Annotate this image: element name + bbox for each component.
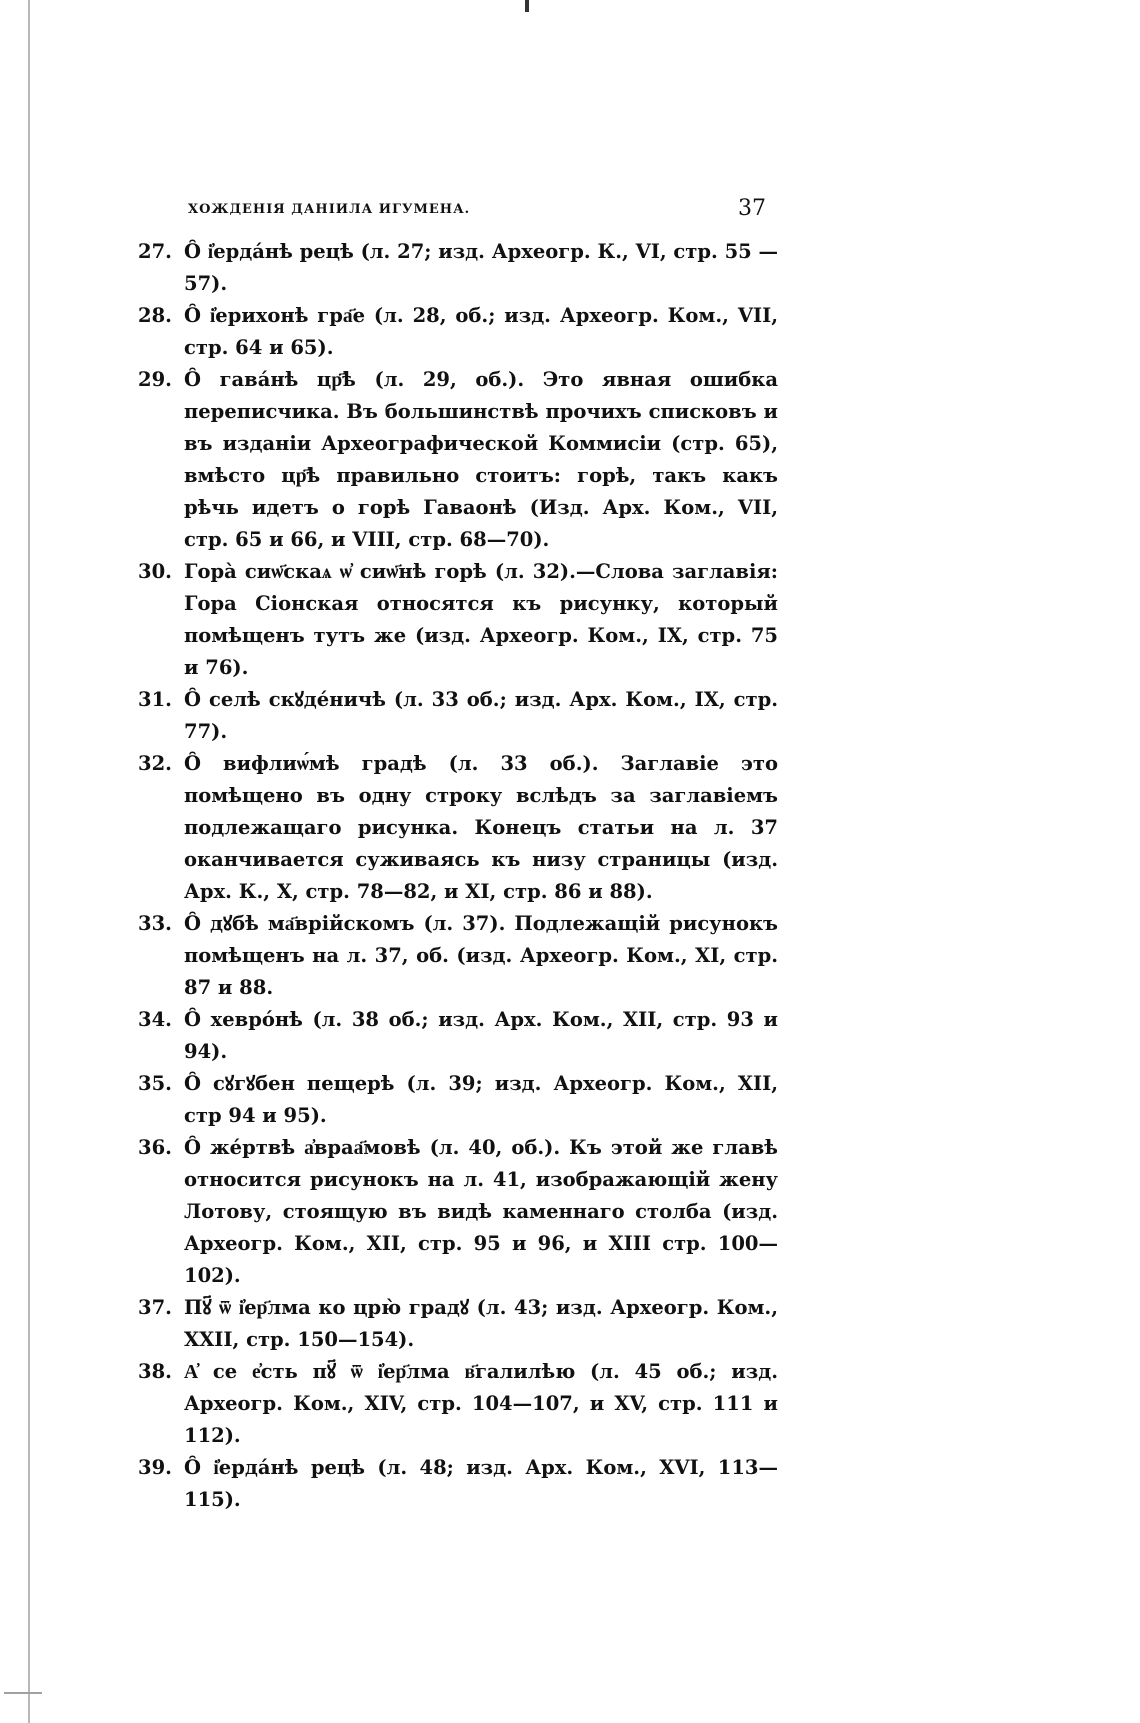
entry-32	[138, 748, 778, 908]
entry-38	[138, 1356, 778, 1452]
top-ink-mark	[525, 0, 529, 12]
entry-number: 32.	[138, 752, 172, 775]
entry-34	[138, 1004, 778, 1068]
entry-text: О̑ селѣ скꙋде́ничѣ (л. 33 об.; изд. Арх. Ком., IX, стр. 77).	[184, 688, 778, 743]
entry-37	[138, 1292, 778, 1356]
entry-text: О̑ і҆ерихонѣ гра҃е (л. 28, об.; изд. Археогр. Ком., VII, стр. 64 и 65).	[184, 304, 778, 359]
entry-number: 30.	[138, 560, 172, 583]
entry-31	[138, 684, 778, 748]
running-head	[188, 196, 766, 226]
entry-text: О̑ же́ртвѣ а҆враа҃мовѣ (л. 40, об.). Къ этой же главѣ относится рисунокъ на л. 41, изображающій жену Лотову, стоящую въ видѣ каменнаго столба (изд. Археогр. Ком., XII, стр. 95 и 96, и XIII стр. 100—102).	[184, 1136, 778, 1287]
entry-number: 39.	[138, 1456, 172, 1479]
entry-number: 34.	[138, 1008, 172, 1031]
entry-text: О̑ сꙋгꙋбен пещерѣ (л. 39; изд. Археогр. Ком., XII, стр 94 и 95).	[184, 1072, 778, 1127]
entry-33	[138, 908, 778, 1004]
entry-text: О̑ дꙋбѣ ма҃врійскомъ (л. 37). Подлежащій рисунокъ помѣщенъ на л. 37, об. (изд. Археогр. Ком., XI, стр. 87 и 88.	[184, 912, 778, 999]
entry-text: О̑ гава́нѣ цр҃ѣ (л. 29, об.). Это явная ошибка переписчика. Въ большинствѣ прочихъ списковъ и въ изданіи Археографической Коммисіи (стр. 65), вмѣсто цр҃ѣ правильно стоитъ: горѣ, такъ какъ рѣчь идетъ о горѣ Гаваонѣ (Изд. Арх. Ком., VII, стр. 65 и 66, и VIII, стр. 68—70).	[184, 368, 778, 551]
scan-edge-left	[28, 0, 30, 1723]
entry-number: 29.	[138, 368, 172, 391]
entry-text: О̑ і҆ерда́нѣ рецѣ (л. 27; изд. Археогр. К., VI, стр. 55 —57).	[184, 240, 778, 295]
entry-list	[138, 236, 778, 1516]
entry-number: 35.	[138, 1072, 172, 1095]
entry-text: О̑ хеврóнѣ (л. 38 об.; изд. Арх. Ком., XII, стр. 93 и 94).	[184, 1008, 778, 1063]
entry-36	[138, 1132, 778, 1292]
entry-text: А҆ се е҆сть пꙋ҃ ѿ і҆ер҃лма в҃галилѣю (л. 45 об.; изд. Археогр. Ком., XIV, стр. 104—107, и XV, стр. 111 и 112).	[184, 1360, 778, 1447]
entry-35	[138, 1068, 778, 1132]
entry-text: О̑ і҆ерда́нѣ рецѣ (л. 48; изд. Арх. Ком., XVI, 113—115).	[184, 1456, 778, 1511]
entry-29	[138, 364, 778, 556]
entry-30	[138, 556, 778, 684]
page-number: 37	[738, 196, 766, 221]
entry-text: Гора̀ сиѡ҃скаѧ ѡ҆ сиѡ҃нѣ горѣ (л. 32).—Слова заглавія: Гора Сіонская относятся къ рисунку, который помѣщенъ тутъ же (изд. Археогр. Ком., IX, стр. 75 и 76).	[184, 560, 778, 679]
entry-number: 37.	[138, 1296, 172, 1319]
entry-text: Пꙋ҃ ѿ і҆ер҃лма ко црю̀ градꙋ (л. 43; изд. Археогр. Ком., XXII, стр. 150—154).	[184, 1296, 778, 1351]
entry-39	[138, 1452, 778, 1516]
scan-edge-bottom	[4, 1692, 42, 1694]
entry-number: 36.	[138, 1136, 172, 1159]
entry-28	[138, 300, 778, 364]
entry-27	[138, 236, 778, 300]
entry-text: О̑ вифлиѡ́мѣ градѣ (л. 33 об.). Заглавіе это помѣщено въ одну строку вслѣдъ за заглавіемъ подлежащаго рисунка. Конецъ статьи на л. 37 оканчивается суживаясь къ низу страницы (изд. Арх. К., X, стр. 78—82, и XI, стр. 86 и 88).	[184, 752, 778, 903]
entry-number: 27.	[138, 240, 172, 263]
running-title: ХОЖДЕНІЯ ДАНІИЛА ИГУМЕНА.	[188, 202, 471, 217]
entry-number: 33.	[138, 912, 172, 935]
entry-number: 38.	[138, 1360, 172, 1383]
entry-number: 28.	[138, 304, 172, 327]
entry-number: 31.	[138, 688, 172, 711]
